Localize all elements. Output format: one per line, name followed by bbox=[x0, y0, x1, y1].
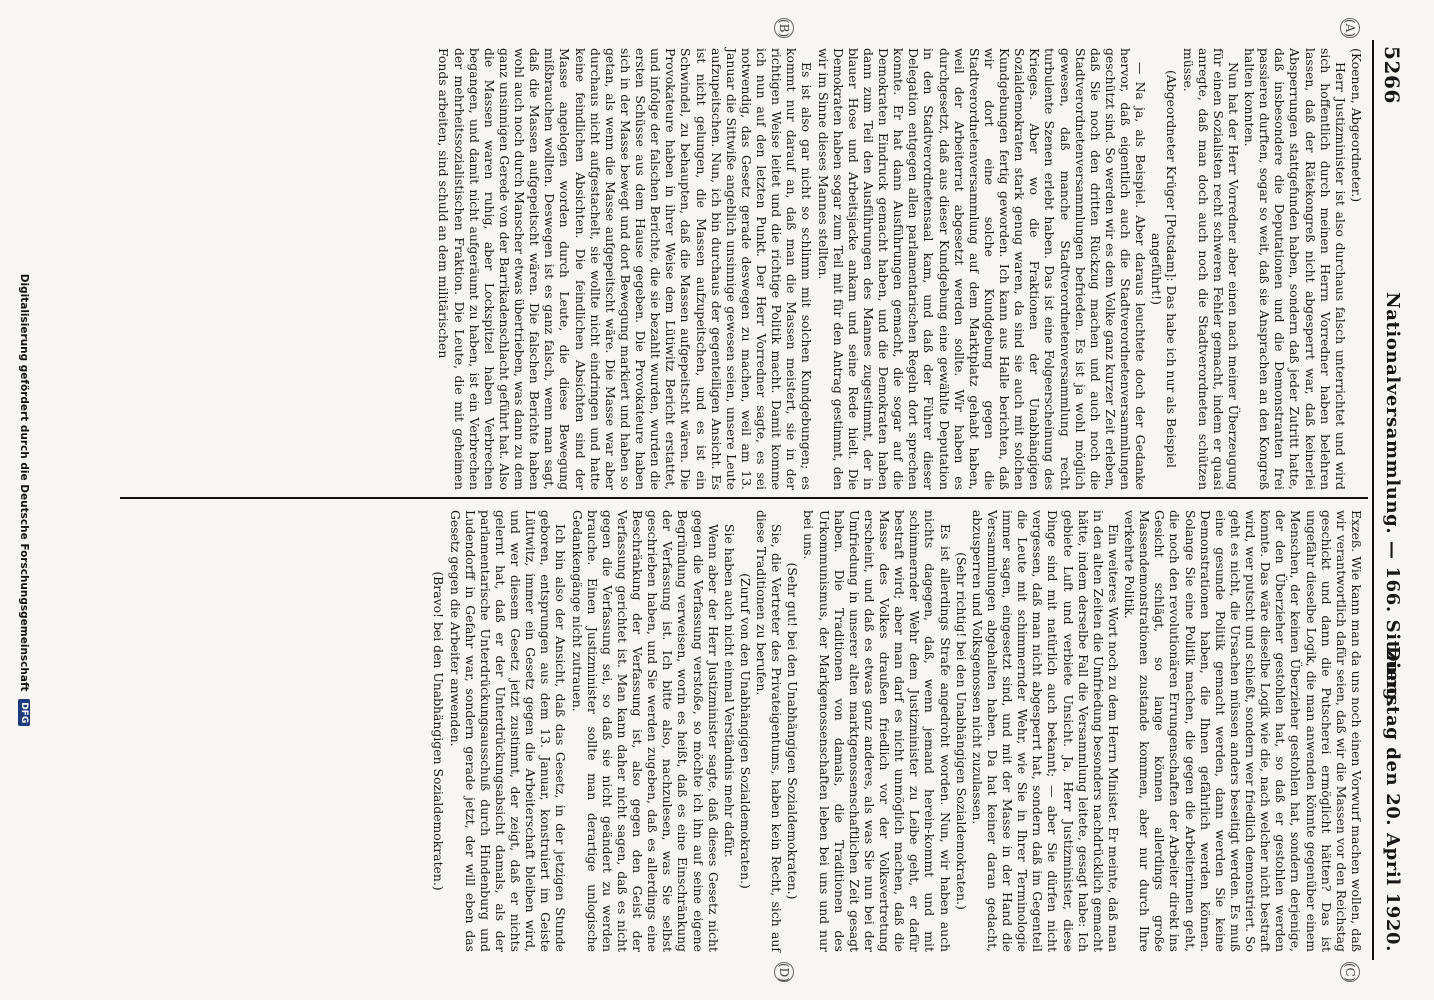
paragraph: Es ist allerdings Strafe angedroht worden. Nun, wir haben auch nichts dagegen, daß, wenn jemand herein-kommt und mit schimmernder Wehr dem Justizminister zu Leibe geht, er dafür bestraft wird; aber man darf es nicht unmöglich machen, daß die Masse des Volkes draußen friedlich vor der Volksvertretung erscheint, und daß es etwas ganz anderes, als was Sie nun bei der Umfriedung in unserer alten marktgenossenschaftlichen Zeit gesagt haben. Die Traditionen von damals, die Traditionen des Urkommunismus, der Markgenossenschaften leben bei uns und nur bei uns. bbox=[801, 510, 953, 952]
page-title: Nationalversammlung. — 166. Sitzung. bbox=[1382, 292, 1403, 708]
margin-marker-c: (C) bbox=[1340, 962, 1360, 982]
paragraph: Nun hat der Herr Vorredner aber einen nach meiner Überzeugung für einen Sozialisten recht schweren Fehler gemacht, indem er quasi anregte, daß man doch auch noch die Stadtverordneten schützen müsse. bbox=[1180, 48, 1241, 490]
page-number: 5266 bbox=[1380, 46, 1404, 105]
interjection: (Sehr gut! bei den Unabhängigen Sozialdemokraten.) bbox=[785, 562, 801, 900]
interjection: (Abgeordneter Krüger [Potsdam]: Das habe ich nur als Beispiel angeführt!) bbox=[1149, 70, 1180, 468]
paragraph: Sie haben auch nicht einmal Verständnis mehr dafür. bbox=[721, 524, 737, 858]
interjection: (Sehr richtig! bei den Unabhängigen Sozialdemokraten.) bbox=[953, 552, 969, 910]
session-date: Dienstag den 20. April 1920. bbox=[1382, 645, 1403, 952]
right-text-column bbox=[430, 510, 1364, 952]
column-divider bbox=[120, 497, 1368, 499]
speaker-line: (Koenen, Abgeordneter.) bbox=[1349, 48, 1364, 203]
dfg-logo: DFG bbox=[18, 699, 30, 726]
margin-marker-b: (B) bbox=[774, 18, 794, 38]
paragraph: Exzeß. Wie kann man da uns noch einen Vorwurf machen wollen, daß wir verantwortlich dafür seien, daß wir die Massen vor den Reichstag geschickt und dann die Putscherei ermöglicht hätten? Das ist ungefähr dieselbe Logik, die man anwenden könnte gegenüber einem Menschen, der keinen Überzieher gestohlen hat, sondern derjenige, der den Überzieher gestohlen hat, so daß er gestohlen werden konnte. Das wäre dieselbe Logik wie die, nach welcher nicht bestraft wird, wer putscht und schießt, sondern wer friedlich demonstriert. So geht es nicht, die Ursachen müssen anders beseitigt werden. Es muß eine gesunde Politik gemacht werden, dann werden Sie keine Demonstrationen haben, die Ihnen gefährlich werden können. Solange Sie eine Politik machen, die gegen die Arbeiterinnen geht, die noch den revolutionären Errungenschaften der Arbeiter direkt ins Gesicht schlägt, so lange können allerdings große Massendemonstrationen zustande kommen, aber nur durch Ihre verkehrte Politik. bbox=[1122, 510, 1364, 952]
digitization-credit bbox=[18, 0, 30, 1000]
paragraph: — Na ja, als Beispiel. Aber daraus leuchtete doch der Gedanke hervor, daß eigentlich auch die Stadtverordnetenversammlungen geschützt sind. So werden wir es dem Volke ganz kurzer Zeit erleben, daß Sie noch den dritten Rückzug machen und auch noch die Stadtverordnetenversammlungen befrieden. Es ist ja wohl möglich gewesen, daß manche Stadtverordnetenversammlung recht turbulente Szenen erlebt haben. Das ist eine Folgeerscheinung des Krieges. Aber wo die Fraktionen der Unabhängigen Sozialdemokraten stark genug waren, da sind sie auch mit solchen Kundgebungen fertig geworden. Ich kann aus Halle berichten, daß wir dort eine solche Kundgebung gegen die Stadtverordnetenversammlung auf dem Marktplatz gehabt haben, weil der Arbeiterrat abgesetzt werden sollte. Wir haben es durchgesetzt, daß aus dieser Kundgebung eine gewählte Deputation in den Stadtverordnetensaal kam, und daß der Führer dieser Delegation entgegen allen parlamentarischen Regeln dort sprechen konnte. Er hat dann Ausführungen gemacht, die sogar auf die Demokraten Eindruck gemacht haben, und die Demokraten haben dann zum Teil den Ausführungen des Mannes zugestimmt, der in blauer Hose und Arbeitsjacke ankam und seine Rede hielt. Die Demokraten haben sogar zum Teil mit für den Antrag gestimmt, den wir im Sinne dieses Mannes stellten. bbox=[815, 48, 1149, 490]
paragraph: Herr Justizminister ist also durchaus falsch unterrichtet und wird sich hoffentlich durch meinen Herrn Vorredner haben belehren lassen, daß der Rätekongreß nicht abgesperrt war, daß keinerlei Absperrungen stattgefunden haben, sondern daß jeder Zutritt hatte, daß insbesondere die Deputationen und die Demonstranten frei passieren durften, sogar so weit, daß sie Ansprachen an den Kongreß halten konnten. bbox=[1242, 48, 1348, 490]
credit-text: Digitalisierung gefördert durch die Deutsche Forschungsgemeinschaft bbox=[18, 273, 30, 692]
margin-marker-a: (A) bbox=[1340, 18, 1360, 38]
margin-marker-d: (D) bbox=[774, 962, 794, 982]
page-header bbox=[1372, 40, 1408, 960]
paragraph: Wenn aber der Herr Justizminister sagte, daß dieses Gesetz nicht gegen die Verfassung verstoße, so möchte ich ihn auf seine eigene Begründung verweisen, worin es heißt, daß es eine Einschränkung der Verfassung ist. Ich bitte also, nachzulesen, was Sie selbst geschrieben haben, und Sie werden zugeben, daß es allerdings eine Beschränkung der Verfassung ist, also gegen den Geist der Verfassung gerichtet ist. Man kann daher nicht sagen, daß es nicht gegen die Verfassung sei, so daß sie nicht geändert zu werden brauche. Einen Justizminister sollte man derartige unlogische Gedankengänge nicht zutrauen. bbox=[569, 510, 721, 952]
interjection: (Bravo! bei den Unabhängigen Sozialdemokraten.) bbox=[431, 571, 447, 891]
paragraph: Es ist also gar nicht so schlimm mit solchen Kundgebungen; es kommt nur darauf an, daß man die Massen meistert, sie in der richtigen Weise leitet und die richtige Politik macht. Damit komme ich nun auf den letzten Punkt. Der Herr Vorredner sagte, es sei notwendig, das Gesetz gerade deswegen zu machen, weil am 13. Januar die Sittwiße angeblich unsinnige gewesen seien, unsere Leute aufzupeitschen. Nun, ich bin durchaus der gegenteiligen Ansicht. Es ist nicht gelungen, die Massen aufzupeitschen, und es ist ein Schwindel, zu behaupten, daß die Massen aufgepeitscht wären. Die Provokateure haben in ihrer Weise dem Lütiwitz Bericht erstattet, und infolge der falschen Berichte, die sie bezahlt wurden, wurden die ersten Schüsse aus dem Hause gegeben. Die Provokateure haben sich in der Masse bewegt und dort Bewegung markiert und haben so getan, als wenn die Masse aufgepeitscht wäre. Die Masse war aber durchaus nicht aufgestachelt, sie wollte nicht eindringen und hatte keine feindlichen Absichten. Die feindlichen Absichten sind der Masse angelogen worden durch Leute, die diese Bewegung mißbrauchen wollten. Deswegen ist es ganz falsch, wenn man sagt, daß die Massen aufgepeitscht wären. Die falschen Berichte haben wohl auch noch durch Manscher etwas übertrieben, was dann zu dem ganz unsinnigen Gerede von der Barrikadenschlacht geführt hat. Also die Massen waren ruhig, aber Lockspitzel haben Verbrechen begangen, und damit nicht aufgeräumt zu haben, ist ein Verbrechen der mehrheitssozialistischen Fraktion. Die Leute, die mit geheimen Fonds arbeiten, sind schuld an dem militärischen bbox=[436, 48, 815, 490]
paragraph: Ich bin also der Ansicht, daß das Gesetz, in der jetzigen Stunde geboren, entsprungen aus dem 13. Januar, konstruiert im Geiste Lüttwitz, immer ein Gesetz gegen die Arbeiterschaft bleiben wird, und wer diesem Gesetz jetzt zustimmt, der zeigt, daß er nichts gelernt hat, daß er der Unterdrückungsabsicht damals, als der parlamentarische Unterdrückungsausschuß durch Hindenburg und Ludendorff in Gefahr war, sondern gerade jetzt, der will eben das Gesetz gegen die Arbeiter anwenden. bbox=[447, 510, 569, 952]
paragraph: Sie, die Vertreter des Privateigentums, haben kein Recht, sich auf diese Traditionen zu berufen. bbox=[754, 510, 785, 952]
interjection: (Zuruf von den Unabhängigen Sozialdemokraten.) bbox=[738, 573, 753, 889]
left-text-column bbox=[435, 48, 1364, 490]
paragraph: Ein weiteres Wort noch zu dem Herrn Minister. Er meinte, daß man in den alten Zeiten die Umfriedung besonders nachdrücklich gemacht hätte, indem derselbe Fall die Versammlung leitete, gesagt habe: Ich gebiete Luft und verbiete Unsicht. Ja, Herr Justizminister, diese Dinge sind mit natürlich auch bekannt; — aber Sie dürfen nicht vergessen, daß man nicht abgesperrt hat, sondern daß im Gegenteil die Leute mit schimmernder Wehr, wie Sie in Ihrer Terminologie immer sagen, eingesetzt sind, und mit der Masse in der Hand die Versammlungen abgehalten haben. Da hat keiner daran gedacht, abzusperren und Volksgenossen nicht zuzulassen. bbox=[969, 510, 1121, 952]
